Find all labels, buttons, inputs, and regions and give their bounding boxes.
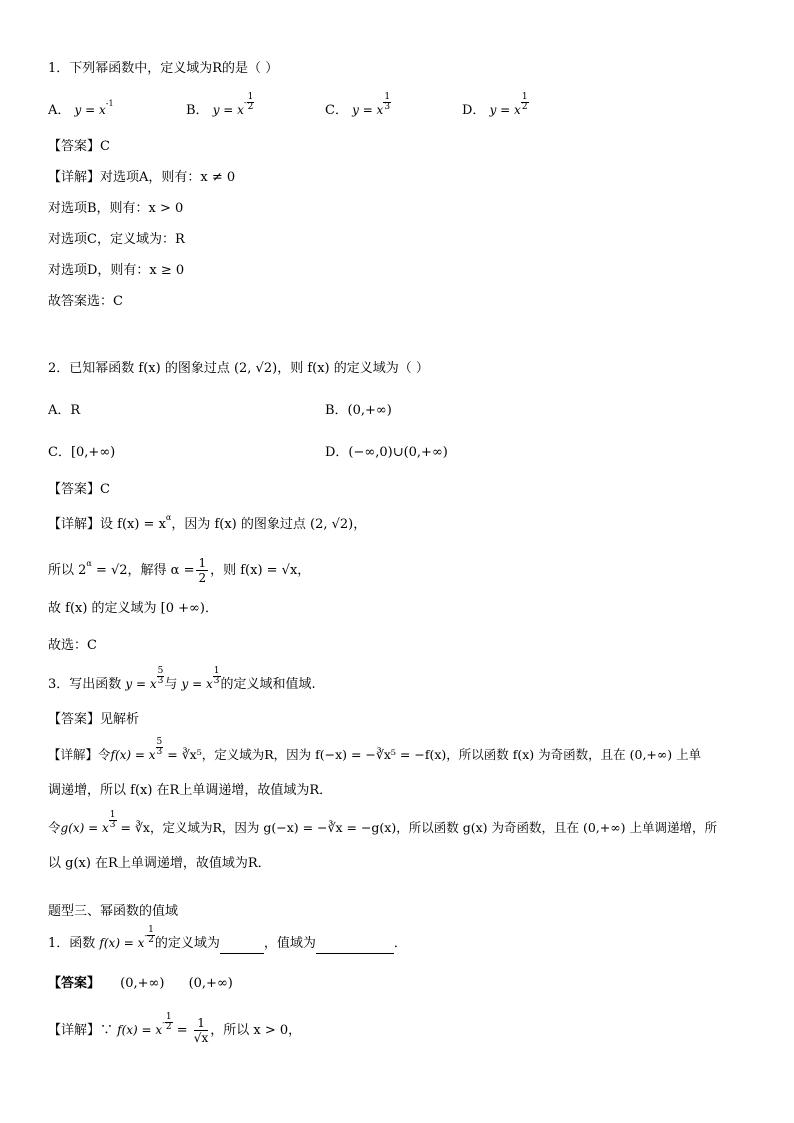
q3-detail-1-exp-num: 5 <box>156 737 163 747</box>
q2-detail-2-frac-num: 1 <box>198 556 207 570</box>
q1-option-a-exp: -1 <box>105 99 114 108</box>
q3-detail-1-exp <box>156 738 164 757</box>
q2-detail-2-b: = √2，解得 α = <box>91 563 195 578</box>
section-answer <box>48 975 233 993</box>
q3-detail-3-a: 令 <box>48 820 61 835</box>
q2-option-b: B．(0,+∞) <box>325 403 392 418</box>
q1-option-d <box>462 92 529 120</box>
q1-detail-1: 【详解】对选项A，则有：x ≠ 0 <box>48 170 236 185</box>
section-answer-label: 【答案】 <box>48 976 101 991</box>
q3-stem-exp-2-den: 3 <box>213 676 220 686</box>
q1-option-d-label: D． <box>462 103 486 118</box>
blank-range[interactable] <box>316 939 394 954</box>
q1-option-a <box>48 101 114 121</box>
q1-option-d-exp-den: 2 <box>521 102 528 112</box>
q1-option-b-exp-num: 1 <box>247 92 254 102</box>
q1-option-c-math: y = x <box>352 103 384 117</box>
q3-stem-exp-1-num: 5 <box>157 666 164 676</box>
q2-option-c: C．[0,+∞) <box>48 445 116 460</box>
q1-option-b-exp <box>247 93 255 112</box>
q3-detail-2: 调递增，所以 f(x) 在R上单调递增，故值域为R． <box>48 783 333 798</box>
q3-stem-c: 的定义域和值域. <box>220 677 316 692</box>
q3-detail-1-math: f(x) = x <box>110 748 156 762</box>
section-answer-1: (0,+∞) <box>120 976 165 991</box>
q2-detail-2-a: 所以 2 <box>48 563 87 578</box>
q1-option-c <box>325 92 391 120</box>
q2-detail-2-c: ，则 f(x) = √x， <box>210 563 311 578</box>
q1-option-c-label: C． <box>325 103 348 118</box>
q1-option-b-exp-sign: - <box>243 98 247 107</box>
blank-domain[interactable] <box>220 939 264 954</box>
section-detail-b: ，所以 x > 0， <box>210 1023 302 1038</box>
q3-detail-3 <box>48 810 717 838</box>
q1-option-d-exp-num: 1 <box>521 92 528 102</box>
q2-detail-1 <box>48 513 367 535</box>
section-detail-a: 【详解】∵ <box>48 1023 114 1038</box>
q1-detail-2: 对选项B，则有：x > 0 <box>48 201 184 216</box>
q1-stem: 1．下列幂函数中，定义域为R的是（ ） <box>48 61 279 76</box>
q3-stem-exp-1-den: 3 <box>157 676 164 686</box>
section-detail-exp-sign: - <box>162 1018 165 1027</box>
q2-detail-1-exp: α <box>165 513 172 522</box>
section-q1-exp-sign: - <box>144 931 148 940</box>
q1-option-b-label: B． <box>186 103 209 118</box>
q1-detail-5: 故答案选：C <box>48 294 123 309</box>
q2-detail-2-frac-den: 2 <box>198 571 207 585</box>
q1-option-a-math: y = x <box>74 103 106 117</box>
q2-option-a: A．R <box>48 403 81 418</box>
q2-detail-2 <box>48 556 310 585</box>
q3-detail-3-math: g(x) = x <box>60 821 109 835</box>
q2-answer: 【答案】C <box>48 482 110 497</box>
q2-detail-4: 故选：C <box>48 638 97 653</box>
section-detail <box>48 1012 302 1045</box>
section-title: 题型三、幂函数的值域 <box>48 904 179 919</box>
q3-detail-3-exp <box>109 811 117 830</box>
q2-detail-2-frac <box>196 556 208 585</box>
section-q1-exp <box>147 926 155 945</box>
q1-option-b-exp-den: 2 <box>247 102 254 112</box>
section-detail-exp-num: 1 <box>165 1012 172 1022</box>
q1-option-c-exp <box>383 93 391 112</box>
q2-detail-3: 故 f(x) 的定义域为 [0 +∞)． <box>48 601 218 616</box>
q1-option-d-exp <box>521 93 529 112</box>
q3-detail-3-exp-num: 1 <box>109 810 116 820</box>
q1-option-c-exp-den: 3 <box>384 102 391 112</box>
section-answer-2: (0,+∞) <box>188 976 233 991</box>
section-q1-exp-num: 1 <box>148 925 154 935</box>
q3-detail-1 <box>48 737 702 765</box>
q3-stem-exp-1 <box>157 667 165 686</box>
q3-answer: 【答案】见解析 <box>48 712 140 727</box>
q2-option-d: D．(−∞,0)∪(0,+∞) <box>325 445 448 460</box>
q3-detail-3-b: = ∛x，定义域为R，因为 g(−x) = −∛x = −g(x)，所以函数 g(x) 为奇函数，且在 (0,+∞) 上单调递增，所 <box>116 820 717 835</box>
section-detail-eq: = <box>172 1023 192 1038</box>
q1-option-b-math: y = x <box>212 103 244 117</box>
q3-detail-4: 以 g(x) 在R上单调递增，故值域为R． <box>48 856 271 871</box>
q1-option-b <box>186 92 254 121</box>
section-q1-stem <box>48 925 407 954</box>
section-q1-exp-den: 2 <box>148 935 154 945</box>
section-detail-exp <box>165 1013 173 1032</box>
q1-option-c-exp-num: 1 <box>384 92 391 102</box>
q3-detail-1-exp-den: 3 <box>156 747 163 757</box>
q3-stem-b: 与 <box>164 677 178 692</box>
q3-stem-math-2: y = x <box>181 677 213 691</box>
section-detail-math: f(x) = x <box>117 1023 163 1037</box>
q2-detail-1-a: 【详解】设 f(x) = x <box>48 517 166 532</box>
q2-stem: 2．已知幂函数 f(x) 的图象过点 (2, √2)，则 f(x) 的定义域为（ ） <box>48 361 429 376</box>
q1-detail-4: 对选项D，则有：x ≥ 0 <box>48 263 185 278</box>
q3-stem-exp-2 <box>213 667 221 686</box>
q1-answer: 【答案】C <box>48 139 110 154</box>
section-q1-d: ． <box>393 936 407 951</box>
q1-option-a-label: A． <box>48 103 71 118</box>
section-detail-frac-num: 1 <box>194 1016 208 1031</box>
q3-stem <box>48 666 316 694</box>
section-q1-b: 的定义域为 <box>154 936 220 951</box>
q2-detail-2-exp: α <box>86 559 92 568</box>
q3-stem-math-1: y = x <box>125 677 157 691</box>
q1-detail-3: 对选项C，定义域为：R <box>48 232 185 247</box>
q3-detail-3-exp-den: 3 <box>109 820 116 830</box>
q1-option-d-math: y = x <box>489 103 521 117</box>
q3-detail-1-a: 【详解】令 <box>48 747 111 762</box>
section-q1-math: f(x) = x <box>99 936 145 950</box>
q2-detail-1-b: ，因为 f(x) 的图象过点 (2, √2)， <box>171 517 367 532</box>
section-detail-exp-den: 2 <box>165 1022 172 1032</box>
section-q1-a: 1．函数 <box>48 936 96 951</box>
q3-stem-exp-2-num: 1 <box>213 666 220 676</box>
q3-stem-a: 3．写出函数 <box>48 677 122 692</box>
section-q1-c: ，值域为 <box>263 936 316 951</box>
section-detail-frac-den: √x <box>193 1031 209 1045</box>
section-detail-frac <box>194 1016 208 1045</box>
q3-detail-1-b: = ∛x⁵，定义域为R，因为 f(−x) = −∛x⁵ = −f(x)，所以函数 f(x) 为奇函数，且在 (0,+∞) 上单 <box>163 747 702 762</box>
